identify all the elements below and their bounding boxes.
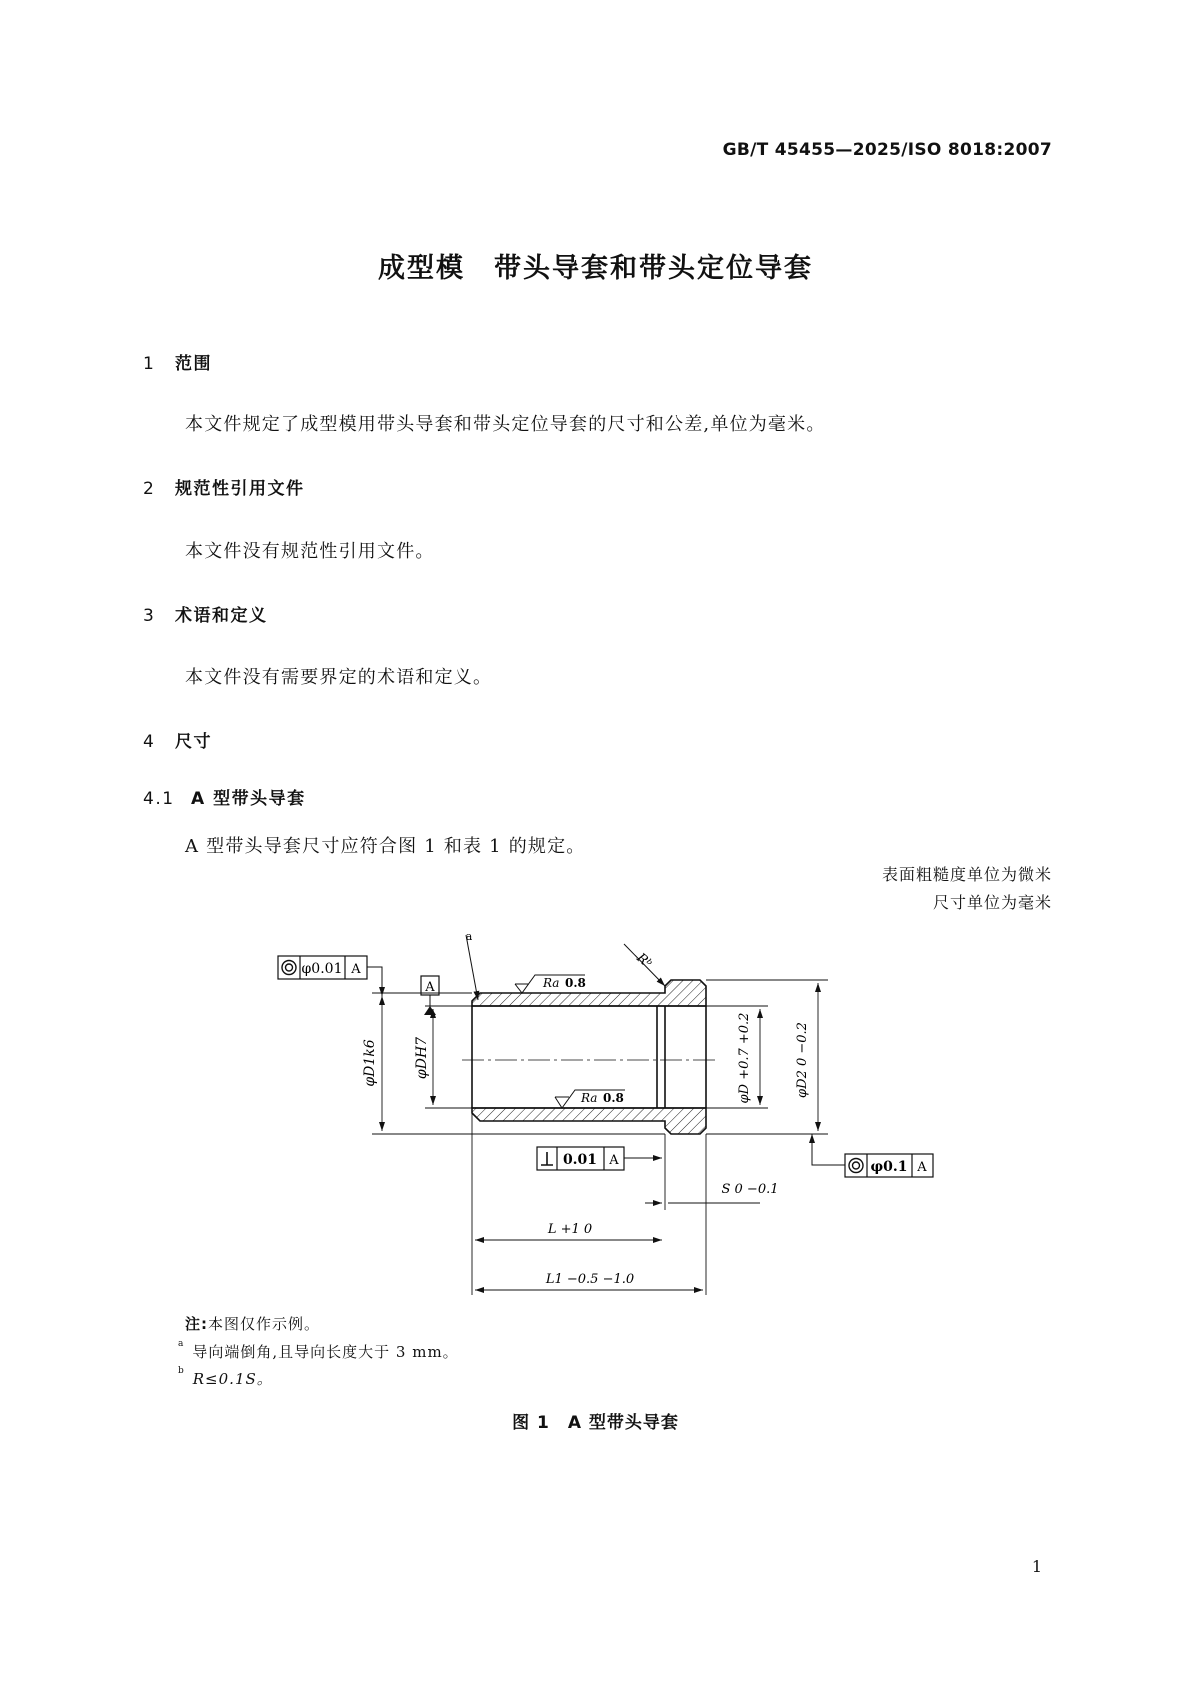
coaxiality-frame-right <box>812 1134 933 1177</box>
dh7-dimension <box>425 1006 472 1108</box>
subsection-4-1-heading <box>143 784 306 809</box>
coaxiality-value: φ0.1 <box>870 1159 908 1175</box>
section-number: 1 <box>143 354 156 374</box>
ra-value: 0.8 <box>565 976 586 990</box>
section-3-heading <box>143 601 268 626</box>
section-1-body: 本文件规定了成型模用带头导套和带头定位导套的尺寸和公差,单位为毫米。 <box>185 414 826 435</box>
datum-a-symbol <box>421 976 439 1015</box>
figure-1-drawing <box>0 920 1191 1300</box>
footnote-a <box>178 1341 459 1362</box>
standard-number: GB/T 45455—2025/ISO 8018:2007 <box>722 140 1052 160</box>
section-title: 范围 <box>175 354 212 374</box>
subsection-title: A 型带头导套 <box>191 789 306 809</box>
footnote-b <box>178 1368 273 1389</box>
s-dimension <box>645 1134 760 1295</box>
section-2-heading <box>143 474 305 499</box>
coaxiality-datum: A <box>351 962 361 977</box>
d1-label: φD1k6 <box>362 1039 378 1087</box>
d-tol-label: φD +0.7 +0.2 <box>737 1012 752 1104</box>
subsection-number: 4.1 <box>143 789 175 809</box>
footnote-text: R≤0.1S。 <box>192 1370 273 1388</box>
section-number: 3 <box>143 606 156 626</box>
section-4-heading <box>143 727 212 752</box>
l1-tol-label: L1 −0.5 −1.0 <box>545 1272 635 1287</box>
perpendicularity-icon <box>541 1152 553 1165</box>
dh7-label: φDH7 <box>414 1036 430 1080</box>
s-tol-label: S 0 −0.1 <box>721 1182 779 1197</box>
roughness-symbol-inner <box>555 1090 625 1108</box>
page-number: 1 <box>1031 1557 1042 1576</box>
section-2-body: 本文件没有规范性引用文件。 <box>185 541 435 562</box>
ra-label: Ra <box>581 1091 598 1105</box>
roughness-unit-note: 表面粗糙度单位为微米 <box>881 865 1052 884</box>
note-text: 本图仅作示例。 <box>208 1315 321 1333</box>
coaxiality-frame-top <box>278 956 382 996</box>
section-number: 4 <box>143 732 156 752</box>
section-number: 2 <box>143 479 156 499</box>
figure-note <box>185 1313 320 1334</box>
figure-caption: 图 1 A 型带头导套 <box>512 1413 679 1433</box>
coaxiality-icon <box>849 1159 863 1173</box>
part-section <box>472 980 706 1134</box>
coaxiality-value: φ0.01 <box>301 961 343 977</box>
perpendicularity-datum: A <box>609 1153 619 1168</box>
section-1-heading <box>143 349 212 374</box>
datum-letter: A <box>425 980 435 995</box>
l-tol-label: L +1 0 <box>547 1222 593 1237</box>
dimension-unit-note: 尺寸单位为毫米 <box>932 893 1052 912</box>
section-title: 术语和定义 <box>175 606 268 626</box>
perpendicularity-frame <box>537 1147 662 1170</box>
section-3-body: 本文件没有需要界定的术语和定义。 <box>185 667 493 688</box>
footnote-text: 导向端倒角,且导向长度大于 3 mm。 <box>192 1343 459 1361</box>
note-a-marker: a <box>465 930 473 943</box>
ra-label: Ra <box>543 976 560 990</box>
ra-value: 0.8 <box>603 1091 624 1105</box>
footnote-marker: b <box>178 1366 185 1376</box>
section-title: 规范性引用文件 <box>175 479 305 499</box>
section-title: 尺寸 <box>175 732 212 752</box>
coaxiality-icon <box>282 961 296 975</box>
l-dimension <box>472 1113 662 1295</box>
perpendicularity-value: 0.01 <box>562 1152 598 1168</box>
coaxiality-datum: A <box>917 1160 927 1175</box>
subsection-4-1-body: A 型带头导套尺寸应符合图 1 和表 1 的规定。 <box>185 836 586 857</box>
document-title: 成型模 带头导套和带头定位导套 <box>378 253 813 284</box>
chamfer-leader <box>466 935 478 1000</box>
d2-tol-label: φD2 0 −0.2 <box>795 1022 810 1098</box>
roughness-symbol-top <box>515 975 586 993</box>
footnote-marker: a <box>178 1339 185 1349</box>
note-label: 注: <box>185 1315 208 1333</box>
radius-label: Rᵇ <box>633 950 655 972</box>
